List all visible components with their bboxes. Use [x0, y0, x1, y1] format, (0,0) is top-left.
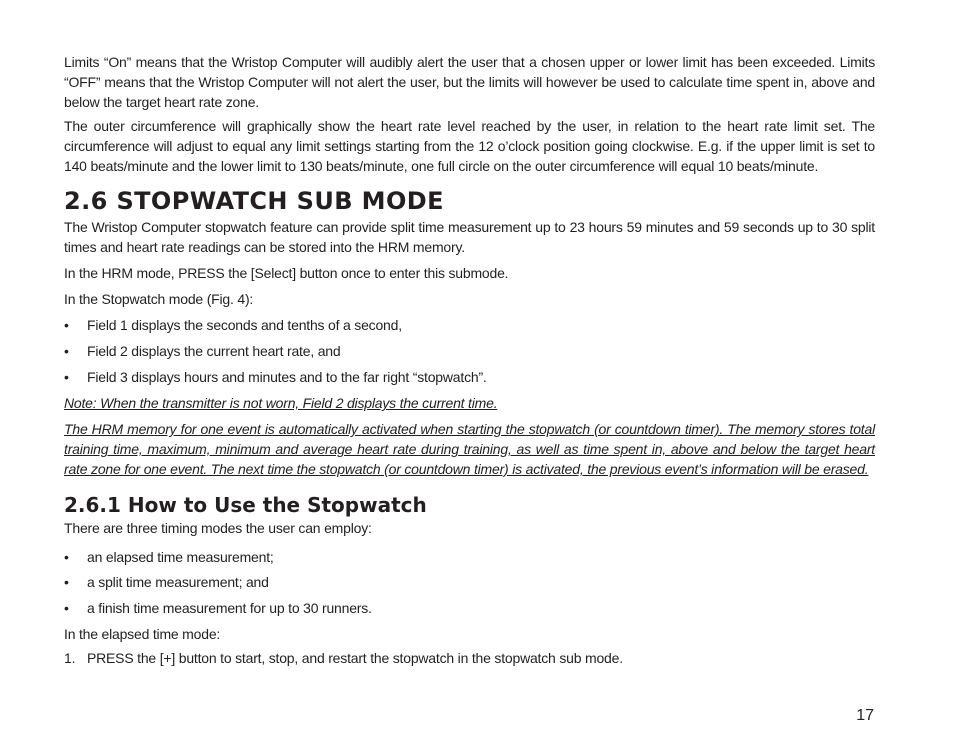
list-item [64, 341, 875, 361]
bullet-marker: • [64, 574, 69, 590]
list-item [64, 315, 875, 335]
page-number: 17 [856, 707, 874, 724]
bullet-marker: • [64, 600, 69, 616]
note-hrm-memory: The HRM memory for one event is automatically activated when starting the stopwatch (or countdown timer). The memory stores total training time, maximum, minimum and average heart rate during training, as well as time spent in, above and below the target heart rate zone for one event. The next time the stopwatch (or countdown timer) is activated, the previous event’s information will be erased. [64, 421, 875, 477]
bullet-marker: • [64, 343, 69, 359]
list-item-text: Field 2 displays the current heart rate, and [87, 343, 341, 359]
section-paragraph-hrm-mode: In the HRM mode, PRESS the [Select] button once to enter this submode. [64, 265, 509, 281]
list-item-text: PRESS the [+] button to start, stop, and restart the stopwatch in the stopwatch sub mode. [87, 650, 623, 666]
list-item-text: Field 3 displays hours and minutes and to the far right “stopwatch”. [87, 369, 487, 385]
timing-mode-bullet-list [64, 547, 875, 618]
section-heading: 2.6 STOPWATCH SUB MODE [64, 187, 444, 215]
intro-paragraph-limits: Limits “On” means that the Wristop Computer will audibly alert the user that a chosen upper or lower limit has been exceeded. Limits “OFF” means that the Wristop Computer will not alert the user, but the limits will however be used to calculate time spent in, above and below the target heart rate zone. [64, 54, 875, 110]
subsection-paragraph-elapsed-mode: In the elapsed time mode: [64, 626, 221, 642]
subsection-paragraph-timing-modes: There are three timing modes the user can employ: [64, 520, 372, 536]
list-item [64, 598, 875, 618]
page-content [64, 52, 875, 668]
section-paragraph-stopwatch-mode: In the Stopwatch mode (Fig. 4): [64, 291, 254, 307]
list-item [64, 648, 875, 668]
list-item-text: Field 1 displays the seconds and tenths of a second, [87, 317, 402, 333]
intro-paragraph-circumference: The outer circumference will graphically show the heart rate level reached by the user, in relation to the heart rate limit set. The circumference will adjust to equal any limit settings starting from the 12 o’clock position going clockwise. E.g. if the upper limit is set to 140 beats/minute and the lower limit to 130 beats/minute, one full circle on the outer circumference will equal 10 beats/minute. [64, 118, 875, 174]
section-paragraph-stopwatch-feature: The Wristop Computer stopwatch feature can provide split time measurement up to 23 hours 59 minutes and 59 seconds up to 30 split times and heart rate readings can be stored into the HRM memory. [64, 219, 875, 255]
list-item [64, 367, 875, 387]
list-item-text: a split time measurement; and [87, 574, 269, 590]
elapsed-steps-list [64, 648, 875, 668]
field-bullet-list [64, 315, 875, 387]
bullet-marker: • [64, 549, 69, 565]
bullet-marker: • [64, 369, 69, 385]
step-number: 1. [64, 650, 76, 666]
list-item [64, 547, 875, 567]
list-item-text: a finish time measurement for up to 30 runners. [87, 600, 372, 616]
list-item [64, 572, 875, 592]
subsection-heading: 2.6.1 How to Use the Stopwatch [64, 493, 427, 517]
list-item-text: an elapsed time measurement; [87, 549, 274, 565]
bullet-marker: • [64, 317, 69, 333]
note-transmitter: Note: When the transmitter is not worn, Field 2 displays the current time. [64, 395, 498, 411]
